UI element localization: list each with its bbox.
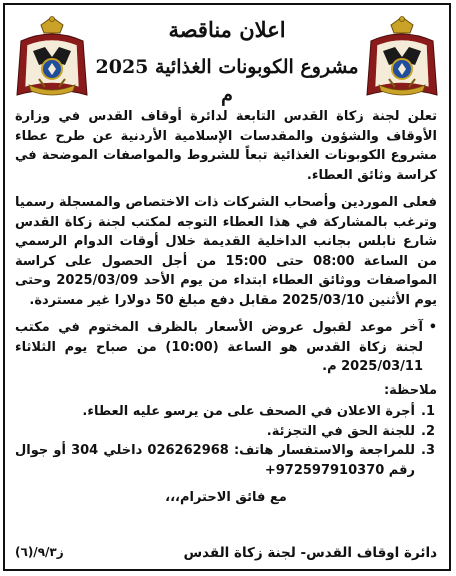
notes-heading: ملاحظة: <box>383 382 437 398</box>
invitation-paragraph: فعلى الموردين وأصحاب الشركات ذات الاختصاص والمسجلة رسميا وترغب بالمشاركة في هذا العطاء التوجه لمكتب لجنة زكاة القدس شارع نابلس بجانب الداخلية القديمة خلال أوقات الدوام الرسمي من الساعة 08:00 حتى 15:00 من أجل الحصول على كراسة المواصفات ووثائق العطاء ابتداء من يوم الأحد 2025/03/09 وحتى يوم الأثنين 2025/03/10 مقابل دفع مبلغ 50 دولارا غير مستردة. <box>15 195 438 308</box>
submission-deadline: • آخر موعد لقبول عروض الأسعار بالظرف المختوم في مكتب لجنة زكاة القدس هو الساعة (10:00) من صباح يوم الثلاثاء 2025/03/11 م. <box>15 318 437 377</box>
list-item <box>15 441 437 480</box>
advertisement-title-block <box>95 15 359 109</box>
reference-number: ز٩/٣/(٦) <box>15 545 64 559</box>
note-number: 1. <box>421 404 435 419</box>
note-text: أجرة الاعلان في الصحف على من يرسو عليه العطاء. <box>82 404 415 419</box>
intro-paragraph: تعلن لجنة زكاة القدس التابعة لدائرة أوقاف القدس في وزارة الأوقاف والشؤون والمقدسات الإسلامية الأردنية عن طرح عطاء مشروع الكوبونات الغذائية تبعاً للشروط والمواصفات الموضحة في كراسة وثائق العطاء. <box>15 109 437 183</box>
note-number: 2. <box>421 423 435 439</box>
notes-list <box>15 402 437 480</box>
coat-of-arms-emblem-left <box>11 11 93 103</box>
note-text: للمراجعة والاستفسار هاتف: 026262968 داخلي 304 أو جوال رقم 972597910370+ <box>15 443 415 478</box>
advertisement-title: اعلان مناقصة <box>168 17 286 42</box>
advertisement-body <box>15 107 437 508</box>
note-text: للجنة الحق في التجزئة. <box>266 423 415 439</box>
note-number: 3. <box>421 443 435 458</box>
tender-advertisement <box>3 3 451 571</box>
project-subtitle: مشروع الكوبونات الغذائية 2025 م <box>95 56 359 106</box>
list-item <box>15 422 437 442</box>
advertisement-footer <box>15 545 437 561</box>
list-item <box>15 402 437 422</box>
closing-salutation: مع فائق الاحترام،،، <box>165 490 287 505</box>
issuer-signature: دائرة اوقاف القدس- لجنة زكاة القدس <box>183 545 437 561</box>
coat-of-arms-emblem-right <box>361 11 443 103</box>
